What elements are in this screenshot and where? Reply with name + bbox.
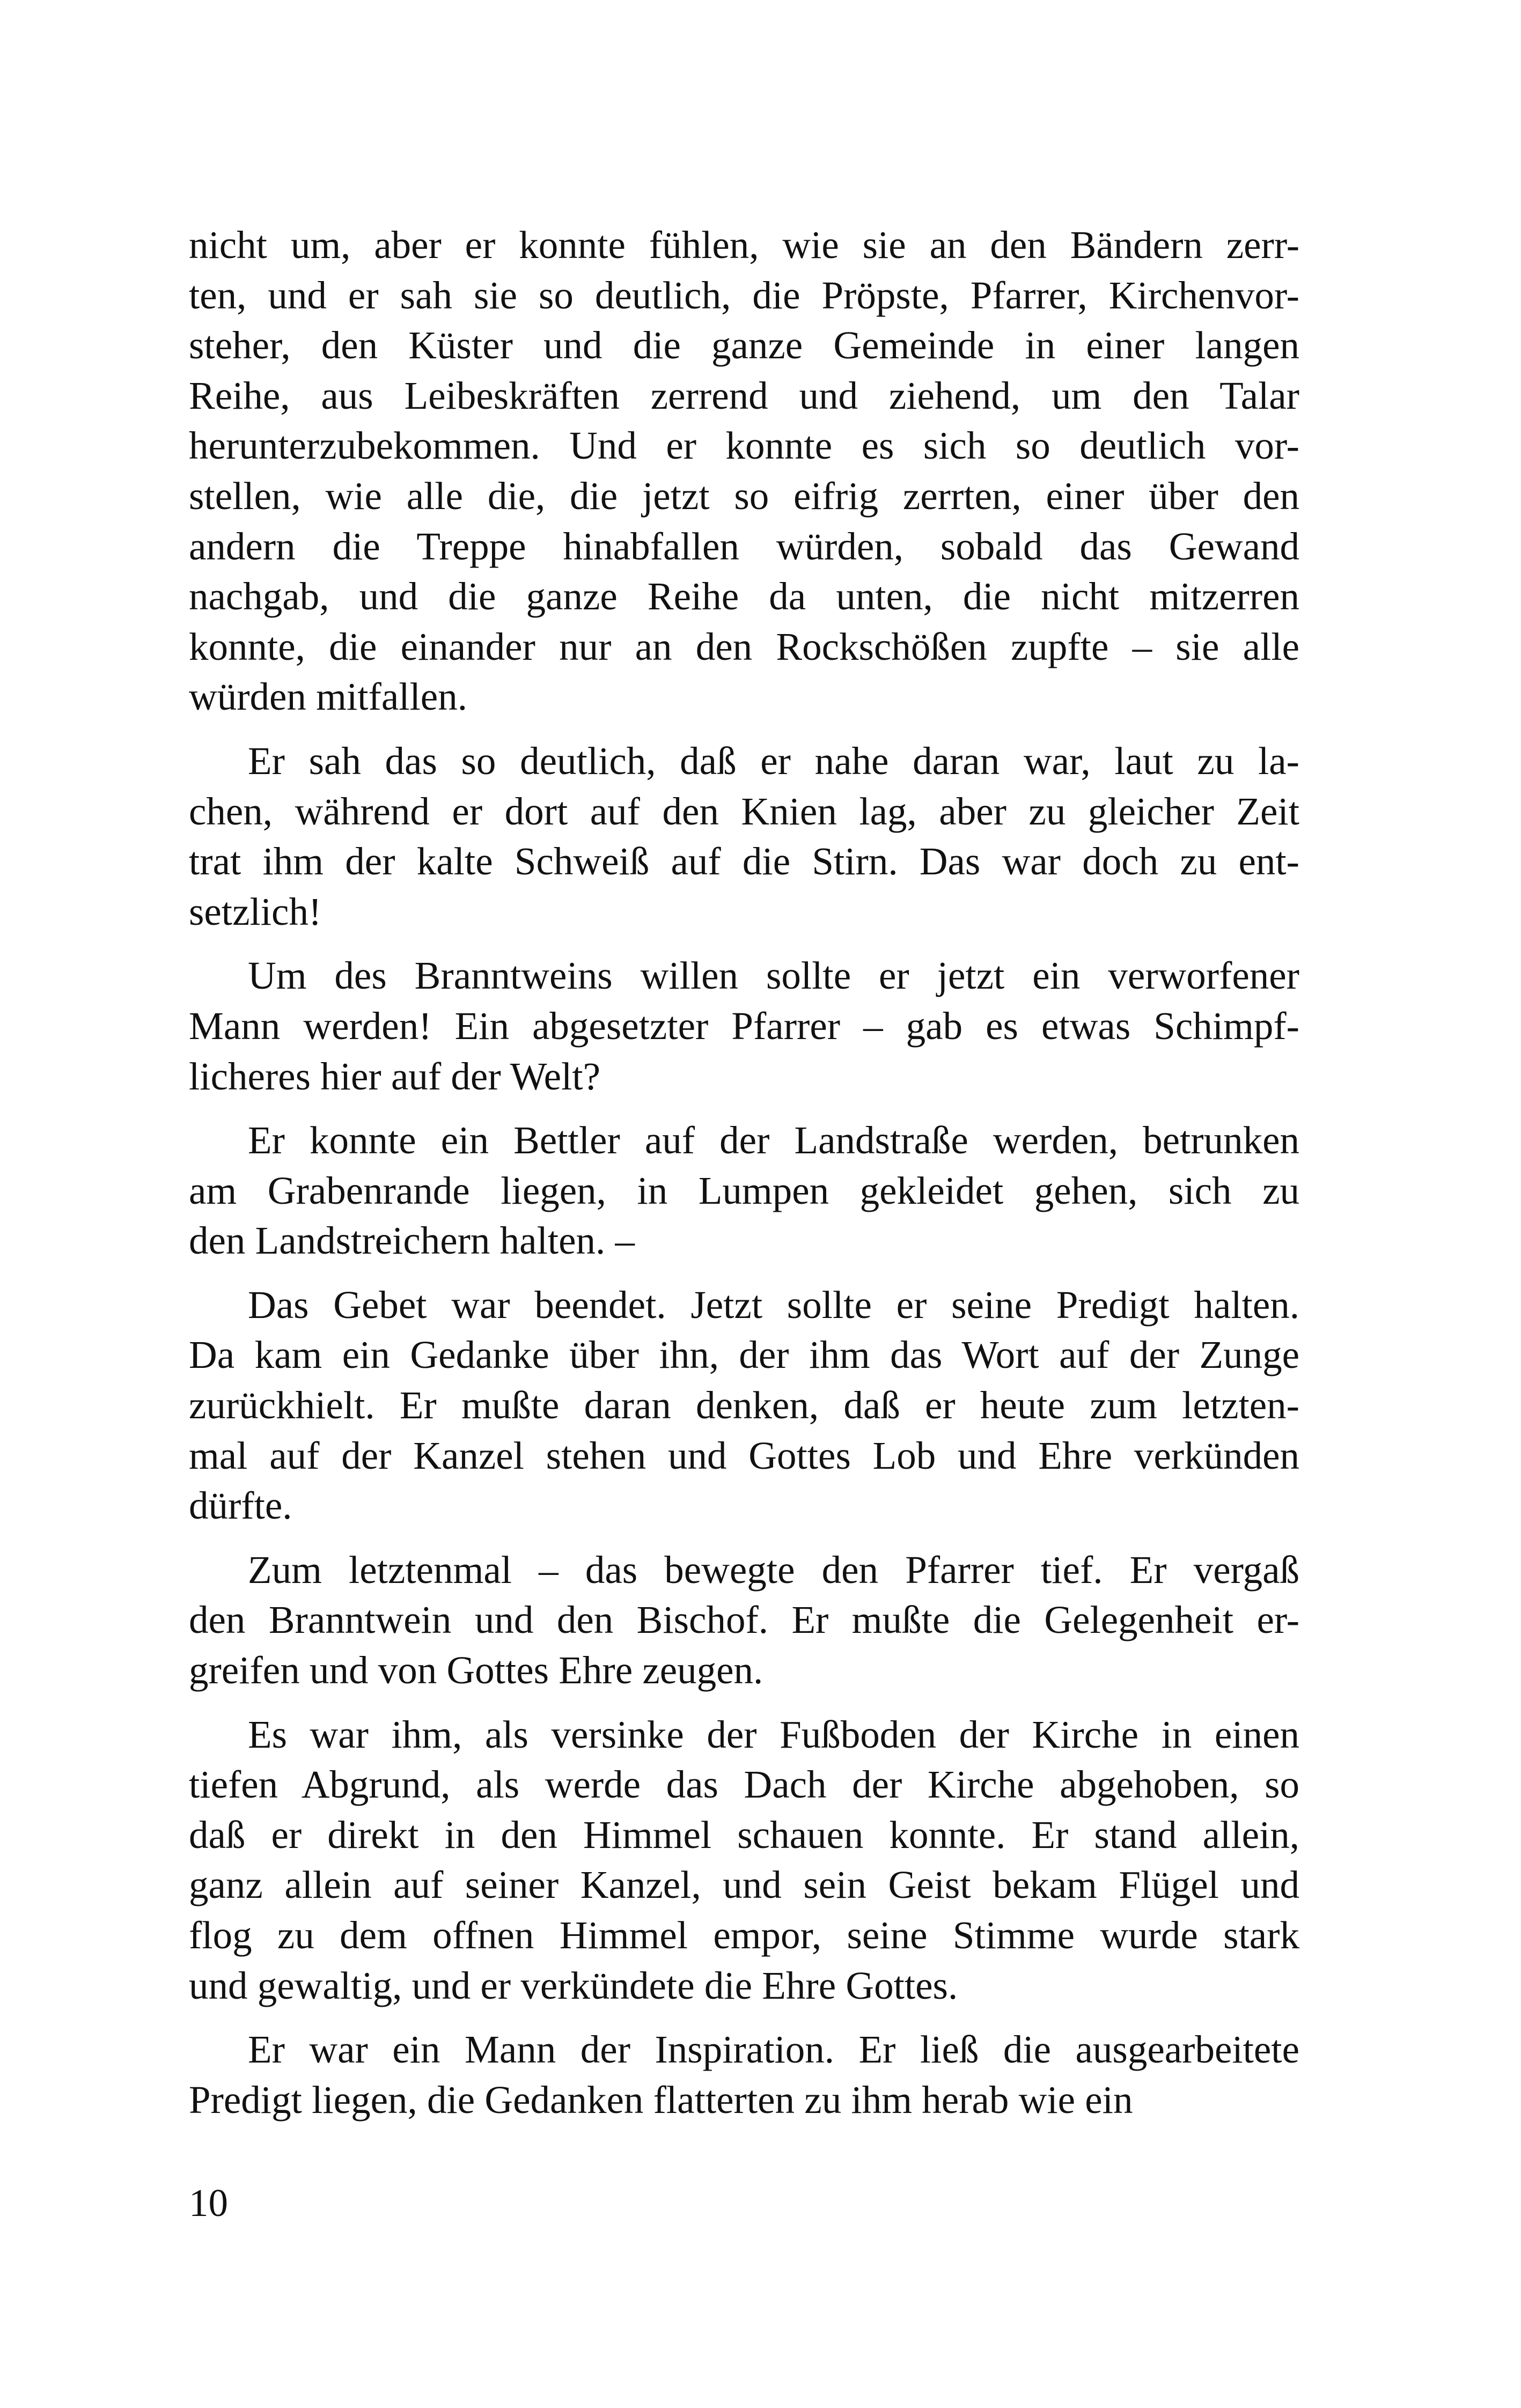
- text-line: und gewaltig, und er verkündete die Ehre Gottes.: [189, 1963, 958, 2007]
- paragraph: [189, 1545, 1299, 1696]
- paragraph: [189, 736, 1299, 937]
- body-text: [189, 220, 1299, 2139]
- text-line: den Branntwein und den Bischof. Er mußte die Gelegenheit er-: [189, 1598, 1299, 1642]
- paragraph: [189, 2024, 1299, 2125]
- text-line: Er war ein Mann der Inspiration. Er ließ die ausgearbeitete: [248, 2028, 1299, 2072]
- page-number: 10: [189, 2181, 228, 2225]
- paragraph: [189, 220, 1299, 722]
- text-line: ganz allein auf seiner Kanzel, und sein Geist bekam Flügel und: [189, 1863, 1299, 1907]
- text-line: Um des Branntweins willen sollte er jetzt ein verworfener: [248, 954, 1299, 998]
- text-line: tiefen Abgrund, als werde das Dach der Kirche abgehoben, so: [189, 1763, 1299, 1807]
- text-line: trat ihm der kalte Schweiß auf die Stirn. Das war doch zu ent-: [189, 840, 1299, 883]
- paragraph: [189, 1280, 1299, 1531]
- text-line: den Landstreichern halten. –: [189, 1219, 635, 1263]
- text-line: andern die Treppe hinabfallen würden, sobald das Gewand: [189, 524, 1299, 568]
- text-line: zurückhielt. Er mußte daran denken, daß er heute zum letzten-: [189, 1383, 1299, 1427]
- text-line: Da kam ein Gedanke über ihn, der ihm das Wort auf der Zunge: [189, 1333, 1299, 1377]
- text-line: mal auf der Kanzel stehen und Gottes Lob und Ehre verkünden: [189, 1433, 1299, 1477]
- paragraph: [189, 1710, 1299, 2011]
- text-line: ten, und er sah sie so deutlich, die Pröpste, Pfarrer, Kirchenvor-: [189, 273, 1299, 317]
- text-line: konnte, die einander nur an den Rockschößen zupfte – sie alle: [189, 624, 1299, 668]
- text-line: Er konnte ein Bettler auf der Landstraße werden, betrunken: [248, 1118, 1299, 1162]
- text-line: flog zu dem offnen Himmel empor, seine Stimme wurde stark: [189, 1913, 1299, 1957]
- text-line: nicht um, aber er konnte fühlen, wie sie an den Bändern zerr-: [189, 223, 1299, 267]
- paragraph: [189, 951, 1299, 1101]
- text-line: setzlich!: [189, 889, 322, 933]
- text-line: Es war ihm, als versinke der Fußboden der Kirche in einen: [248, 1712, 1299, 1756]
- text-line: stellen, wie alle die, die jetzt so eifrig zerrten, einer über den: [189, 474, 1299, 518]
- text-line: Er sah das so deutlich, daß er nahe daran war, laut zu la-: [248, 739, 1299, 783]
- text-line: herunterzubekommen. Und er konnte es sich so deutlich vor-: [189, 424, 1299, 468]
- text-line: daß er direkt in den Himmel schauen konnte. Er stand allein,: [189, 1813, 1299, 1857]
- text-line: chen, während er dort auf den Knien lag, aber zu gleicher Zeit: [189, 789, 1299, 833]
- text-line: nachgab, und die ganze Reihe da unten, die nicht mitzerren: [189, 575, 1299, 618]
- text-line: Mann werden! Ein abgesetzter Pfarrer – gab es etwas Schimpf-: [189, 1004, 1299, 1048]
- text-line: licheres hier auf der Welt?: [189, 1054, 600, 1098]
- paragraph: [189, 1115, 1299, 1266]
- text-line: Das Gebet war beendet. Jetzt sollte er seine Predigt halten.: [248, 1283, 1299, 1327]
- text-line: würden mitfallen.: [189, 675, 467, 719]
- text-line: am Grabenrande liegen, in Lumpen gekleidet gehen, sich zu: [189, 1168, 1299, 1212]
- text-line: steher, den Küster und die ganze Gemeinde in einer langen: [189, 323, 1299, 367]
- text-line: Zum letztenmal – das bewegte den Pfarrer tief. Er vergaß: [248, 1548, 1299, 1592]
- text-line: Predigt liegen, die Gedanken flatterten zu ihm herab wie ein: [189, 2078, 1133, 2122]
- text-line: greifen und von Gottes Ehre zeugen.: [189, 1648, 763, 1692]
- text-line: Reihe, aus Leibeskräften zerrend und ziehend, um den Talar: [189, 373, 1299, 417]
- text-line: dürfte.: [189, 1484, 292, 1528]
